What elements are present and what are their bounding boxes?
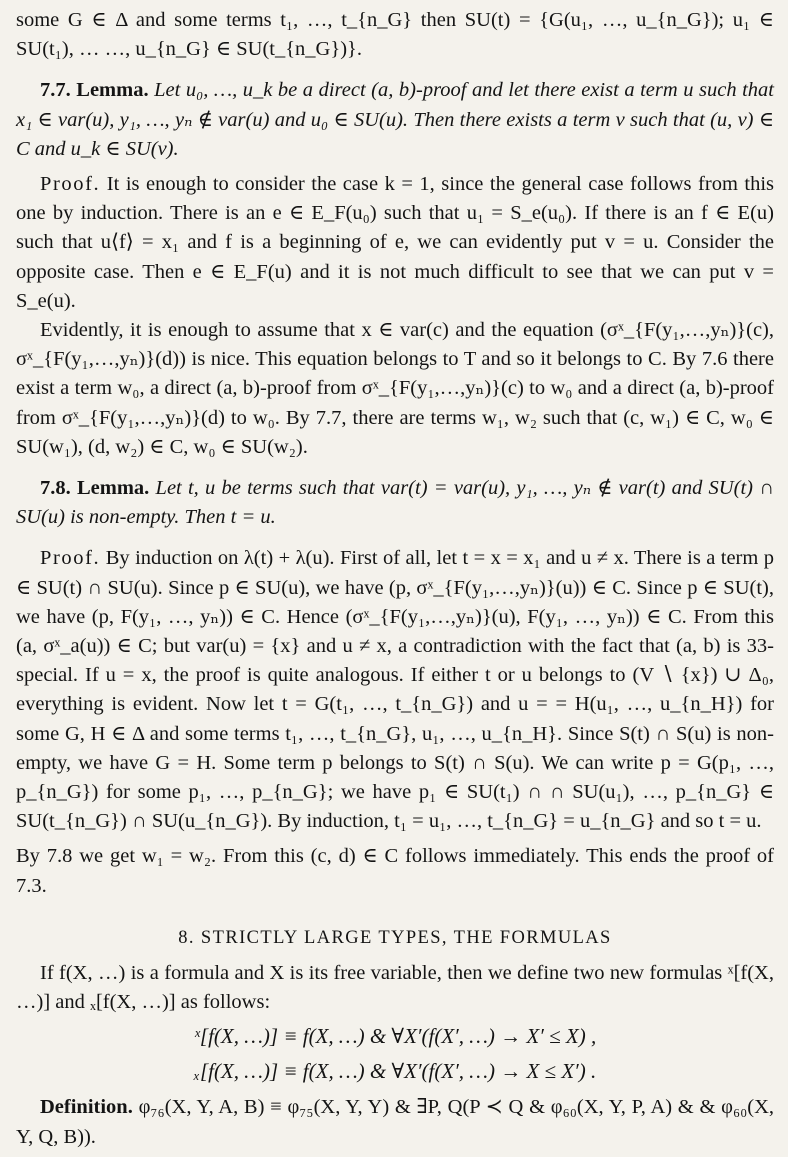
formula-upper: ˣ[f(X, …)] ≡ f(X, …) & ∀X′(f(X′, …) → X′ ≤ X) , [194, 1024, 597, 1049]
proof-7-8 [16, 544, 774, 836]
lemma-7-8 [16, 474, 774, 532]
proof-7-8-label: Proof. [40, 547, 101, 570]
definition-heading: Definition. [40, 1096, 133, 1119]
proof-7-8-text: By induction on λ(t) + λ(u). First of all, let t = x = x₁ and u ≠ x. There is a term p ∈ SU(t) ∩ SU(u). Since p ∈ SU(u), we have (p, σˣ_{F(y₁,…,yₙ)}(u)) ∈ C. Since p ∈ SU(t), we have (p, F(y₁, …, yₙ)) ∈ C. Hence (σˣ_{F(y₁,…,yₙ)}(u), F(y₁, …, yₙ)) ∈ C. From this (a, σˣ_a(u)) ∈ C; but var(u) = {x} and u ≠ x, a contradiction with the fact that (a, b) is 33-special. If u = x, the proof is quite analogous. If either t or u belongs to (V ∖ {x}) ∪ Δ₀, everything is evident. Now let t = G(t₁, …, t_{n_G}) and u = = H(u₁, …, u_{n_H}) for some G, H ∈ Δ and some terms t₁, …, t_{n_G}, u₁, …, u_{n_H}. Since S(t) ∩ S(u) is non-empty, we have G = H. Some term p belongs to S(t) ∩ S(u). We can write p = G(p₁, …, p_{n_G}) for some p₁, …, p_{n_G}; we have p₁ ∈ SU(t₁) ∩ ∩ SU(u₁), …, p_{n_G} ∈ SU(t_{n_G}) ∩ SU(u_{n_G}). By induction, t₁ = u₁, …, t_{n_G} = u_{n_G} and so t = u. [16, 547, 774, 833]
proof-7-7 [16, 170, 774, 316]
definition-formula: φ₇₆(X, Y, A, B) ≡ φ₇₅(X, Y, Y) & ∃P, Q(P ≺ Q & φ₆₀(X, Y, P, A) & & φ₆₀(X, Y, Q, B)). [16, 1096, 775, 1148]
lemma-7-8-statement: Let t, u be terms such that var(t) = var(u), y₁, …, yₙ ∉ var(t) and SU(t) ∩ SU(u) is non-empty. Then t = u. [16, 477, 775, 529]
lemma-7-7-heading: 7.7. Lemma. [40, 79, 149, 102]
evidently-paragraph: Evidently, it is enough to assume that x ∈ var(c) and the equation (σˣ_{F(y₁,…,yₙ)}(c), σˣ_{F(y₁,…,yₙ)}(d)) is nice. This equation belongs to T and so it belongs to C. By 7.6 there exist a term w₀, a direct (a, b)-proof from σˣ_{F(y₁,…,yₙ)}(c) to w₀ and a direct (a, b)-proof from σˣ_{F(y₁,…,yₙ)}(d) to w₀. By 7.7, there are terms w₁, w₂ such that (c, w₁) ∈ C, w₀ ∈ SU(w₁), (d, w₂) ∈ C, w₀ ∈ SU(w₂). [16, 319, 774, 458]
formulas-intro: If f(X, …) is a formula and X is its free variable, then we define two new formulas ˣ[f(X, …)] and ₓ[f(X, …)] as follows: [16, 961, 774, 1014]
conclusion-paragraph: By 7.8 we get w₁ = w₂. From this (c, d) ∈ C follows immediately. This ends the proof of 7.3. [16, 845, 774, 897]
proof-7-7-label: Proof. [40, 173, 101, 196]
section-heading: 8. STRICTLY LARGE TYPES, THE FORMULAS [178, 927, 612, 948]
lemma-7-8-heading: 7.8. Lemma. [40, 477, 150, 500]
continued-paragraph: some G ∈ Δ and some terms t₁, …, t_{n_G} then SU(t) = {G(u₁, …, u_{n_G}); u₁ ∈ SU(t₁), … …, u_{n_G} ∈ SU(t_{n_G})}. [16, 9, 774, 61]
lemma-7-7 [16, 76, 774, 164]
definition [16, 1093, 774, 1151]
lemma-7-7-statement: Let u₀, …, u_k be a direct (a, b)-proof and let there exist a term u such that x₁ ∈ var(u), y₁, …, yₙ ∉ var(u) and u₀ ∈ SU(u). Then there exists a term v such that (u, v) ∈ C and u_k ∈ SU(v). [16, 79, 774, 160]
proof-7-7-text: It is enough to consider the case k = 1, since the general case follows from this one by induction. There is an e ∈ E_F(u₀) such that u₁ = S_e(u₀). If there is an f ∈ E(u) such that u⟨f⟩ = x₁ and f is a beginning of e, we can evidently put v = u. Consider the opposite case. Then e ∈ E_F(u) and it is not much difficult to see that we can put v = S_e(u). [16, 173, 775, 312]
formula-lower: ₓ[f(X, …)] ≡ f(X, …) & ∀X′(f(X′, …) → X ≤ X′) . [194, 1059, 597, 1084]
